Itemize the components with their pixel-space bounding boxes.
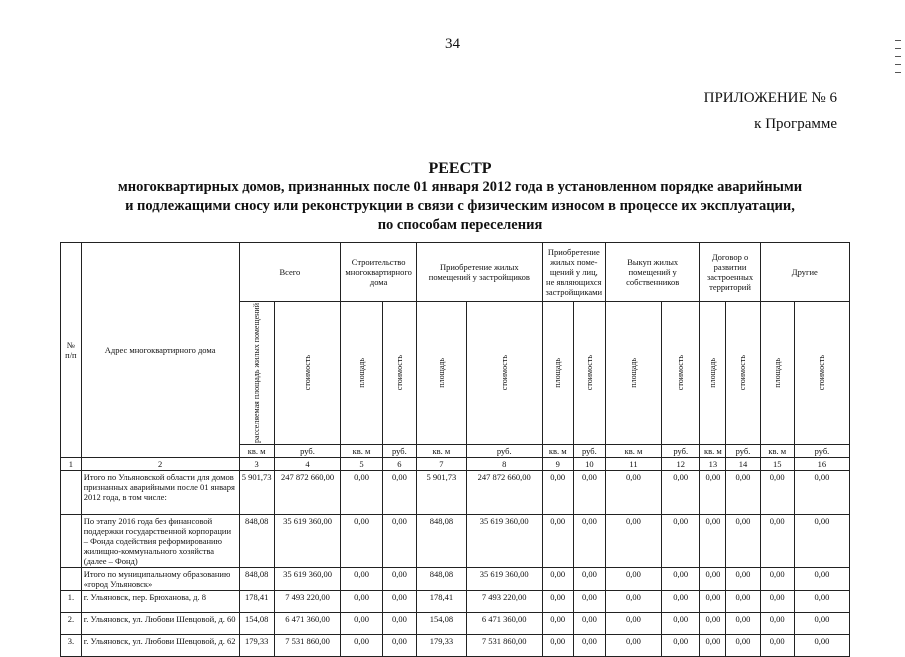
row-value: 0,00 (542, 590, 573, 612)
table-row (61, 470, 850, 514)
subcol-area: площадь (341, 302, 383, 445)
subcol-cost: стоимость (794, 302, 849, 445)
row-address: г. Ульяновск, пер. Брюханова, д. 8 (81, 590, 239, 612)
title-main: РЕЕСТР (428, 160, 492, 177)
row-value: 0,00 (700, 470, 726, 514)
row-value: 0,00 (662, 590, 700, 612)
column-number: 11 (605, 457, 661, 470)
row-value: 0,00 (341, 567, 383, 590)
row-value: 0,00 (382, 514, 416, 567)
row-value: 848,08 (417, 567, 467, 590)
row-address: Итого по муниципальному образованию «город Ульяновск» (81, 567, 239, 590)
row-value: 178,41 (417, 590, 467, 612)
unit-area: кв. м (760, 444, 794, 457)
group-other: Другие (760, 243, 849, 302)
column-number: 3 (239, 457, 274, 470)
row-value: 0,00 (662, 514, 700, 567)
row-value: 0,00 (662, 612, 700, 634)
row-value: 0,00 (794, 590, 849, 612)
column-number: 8 (466, 457, 542, 470)
row-value: 0,00 (341, 634, 383, 656)
unit-cost: руб. (794, 444, 849, 457)
row-number: 2. (61, 612, 82, 634)
column-number: 10 (573, 457, 605, 470)
header-groups-row (61, 243, 850, 302)
table-row (61, 514, 850, 567)
unit-cost: руб. (726, 444, 760, 457)
row-value: 7 493 220,00 (466, 590, 542, 612)
unit-cost: руб. (382, 444, 416, 457)
row-value: 0,00 (542, 470, 573, 514)
row-value: 0,00 (341, 590, 383, 612)
row-value: 0,00 (605, 634, 661, 656)
row-value: 7 493 220,00 (274, 590, 340, 612)
row-value: 179,33 (417, 634, 467, 656)
unit-area: кв. м (239, 444, 274, 457)
row-value: 0,00 (542, 514, 573, 567)
row-value: 0,00 (700, 612, 726, 634)
column-number: 4 (274, 457, 340, 470)
table-row (61, 590, 850, 612)
row-value: 0,00 (573, 514, 605, 567)
row-value: 0,00 (662, 567, 700, 590)
appendix-title: ПРИЛОЖЕНИЕ № 6 (703, 90, 837, 106)
row-value: 0,00 (794, 514, 849, 567)
row-number: 1. (61, 590, 82, 612)
row-value: 0,00 (700, 590, 726, 612)
row-value: 0,00 (760, 634, 794, 656)
column-number: 6 (382, 457, 416, 470)
row-value: 0,00 (794, 567, 849, 590)
row-value: 0,00 (726, 590, 760, 612)
row-value: 0,00 (794, 470, 849, 514)
unit-area: кв. м (700, 444, 726, 457)
subcol-area: площадь (700, 302, 726, 445)
header-no: № п/п (61, 243, 82, 458)
subcol-area: площадь (542, 302, 573, 445)
row-value: 0,00 (605, 590, 661, 612)
row-value: 0,00 (573, 590, 605, 612)
row-value: 0,00 (794, 612, 849, 634)
column-number: 7 (417, 457, 467, 470)
row-value: 35 619 360,00 (466, 514, 542, 567)
row-value: 0,00 (726, 470, 760, 514)
row-value: 0,00 (726, 634, 760, 656)
row-value: 0,00 (760, 567, 794, 590)
row-value: 0,00 (700, 567, 726, 590)
row-value: 848,08 (239, 514, 274, 567)
subcol-cost: стоимость (274, 302, 340, 445)
row-value: 35 619 360,00 (274, 514, 340, 567)
row-value: 179,33 (239, 634, 274, 656)
column-number: 9 (542, 457, 573, 470)
row-value: 6 471 360,00 (466, 612, 542, 634)
registry-table (60, 242, 850, 657)
row-value: 0,00 (760, 590, 794, 612)
group-territory: Договор о развитии застроенных территорий (700, 243, 760, 302)
row-value: 5 901,73 (417, 470, 467, 514)
row-value: 0,00 (760, 612, 794, 634)
column-number: 14 (726, 457, 760, 470)
unit-area: кв. м (605, 444, 661, 457)
row-value: 0,00 (662, 470, 700, 514)
row-value: 0,00 (542, 567, 573, 590)
row-value: 35 619 360,00 (466, 567, 542, 590)
row-value: 247 872 660,00 (466, 470, 542, 514)
row-value: 0,00 (726, 567, 760, 590)
unit-cost: руб. (274, 444, 340, 457)
subcol-area: площадь (760, 302, 794, 445)
row-value: 178,41 (239, 590, 274, 612)
column-number: 13 (700, 457, 726, 470)
unit-cost: руб. (466, 444, 542, 457)
row-value: 0,00 (542, 612, 573, 634)
title-line-1: многоквартирных домов, признанных после 01 января 2012 года в установленном порядке аварийными (117, 179, 803, 195)
group-non-developers: Приобретение жилых поме-щений у лиц, не являющихся застройщиками (542, 243, 605, 302)
subcol-cost: стоимость (382, 302, 416, 445)
row-value: 0,00 (382, 634, 416, 656)
row-address: Итого по Ульяновской области для домов признанных аварийными после 01 января 2012 года, в том числе: (81, 470, 239, 514)
title-line-2: и подлежащими сносу или реконструкции в связи с физическим износом в процессе их эксплуатации, (125, 198, 795, 214)
margin-marks (895, 40, 901, 80)
row-value: 0,00 (382, 612, 416, 634)
header-address: Адрес многоквартирного дома (81, 243, 239, 458)
row-value: 5 901,73 (239, 470, 274, 514)
table-row (61, 612, 850, 634)
row-address: г. Ульяновск, ул. Любови Шевцовой, д. 62 (81, 634, 239, 656)
unit-cost: руб. (662, 444, 700, 457)
row-value: 0,00 (573, 567, 605, 590)
column-number: 1 (61, 457, 82, 470)
page-number: 34 (445, 36, 460, 52)
row-value: 848,08 (417, 514, 467, 567)
row-value: 6 471 360,00 (274, 612, 340, 634)
column-number: 16 (794, 457, 849, 470)
group-developers: Приобретение жилых помещений у застройщиков (417, 243, 543, 302)
row-value: 0,00 (382, 470, 416, 514)
row-value: 0,00 (605, 567, 661, 590)
unit-area: кв. м (417, 444, 467, 457)
column-number: 15 (760, 457, 794, 470)
row-value: 0,00 (700, 514, 726, 567)
group-total: Всего (239, 243, 341, 302)
row-value: 0,00 (700, 634, 726, 656)
table-body (61, 470, 850, 656)
subcol-area-total: расселяемая площадь жилых помещений (239, 302, 274, 445)
row-value: 0,00 (726, 514, 760, 567)
unit-area: кв. м (542, 444, 573, 457)
subcol-cost: стоимость (573, 302, 605, 445)
row-address: г. Ульяновск, ул. Любови Шевцовой, д. 60 (81, 612, 239, 634)
row-value: 0,00 (382, 567, 416, 590)
subcol-cost: стоимость (662, 302, 700, 445)
row-value: 0,00 (794, 634, 849, 656)
column-number: 2 (81, 457, 239, 470)
row-value: 154,08 (417, 612, 467, 634)
group-construction: Строительство многоквартирного дома (341, 243, 417, 302)
row-value: 0,00 (605, 470, 661, 514)
appendix-subtitle: к Программе (754, 116, 837, 132)
column-numbers-row (61, 457, 850, 470)
column-number: 5 (341, 457, 383, 470)
row-value: 0,00 (341, 514, 383, 567)
row-value: 0,00 (341, 612, 383, 634)
row-value: 0,00 (760, 470, 794, 514)
row-value: 848,08 (239, 567, 274, 590)
unit-area: кв. м (341, 444, 383, 457)
row-value: 0,00 (726, 612, 760, 634)
row-address: По этапу 2016 года без финансовой поддержки государственной корпорации – Фонда содействия реформированию жилищно-коммунального хозяйства (далее – Фонд) (81, 514, 239, 567)
row-value: 7 531 860,00 (274, 634, 340, 656)
title-line-3: по способам переселения (377, 217, 543, 233)
row-value: 0,00 (382, 590, 416, 612)
subcol-cost: стоимость (466, 302, 542, 445)
row-value: 0,00 (605, 612, 661, 634)
subcol-area: площадь (605, 302, 661, 445)
row-number (61, 514, 82, 567)
row-value: 247 872 660,00 (274, 470, 340, 514)
row-value: 0,00 (542, 634, 573, 656)
subcol-cost: стоимость (726, 302, 760, 445)
row-value: 154,08 (239, 612, 274, 634)
row-value: 0,00 (760, 514, 794, 567)
table-row (61, 634, 850, 656)
row-value: 0,00 (341, 470, 383, 514)
row-number (61, 567, 82, 590)
group-buyout: Выкуп жилых помещений у собственников (605, 243, 699, 302)
document-title (90, 160, 830, 235)
row-value: 0,00 (662, 634, 700, 656)
subcol-area: площадь (417, 302, 467, 445)
row-value: 0,00 (573, 612, 605, 634)
column-number: 12 (662, 457, 700, 470)
row-value: 0,00 (573, 634, 605, 656)
row-value: 0,00 (573, 470, 605, 514)
row-number: 3. (61, 634, 82, 656)
row-value: 0,00 (605, 514, 661, 567)
unit-cost: руб. (573, 444, 605, 457)
row-value: 7 531 860,00 (466, 634, 542, 656)
row-number (61, 470, 82, 514)
table-row (61, 567, 850, 590)
row-value: 35 619 360,00 (274, 567, 340, 590)
